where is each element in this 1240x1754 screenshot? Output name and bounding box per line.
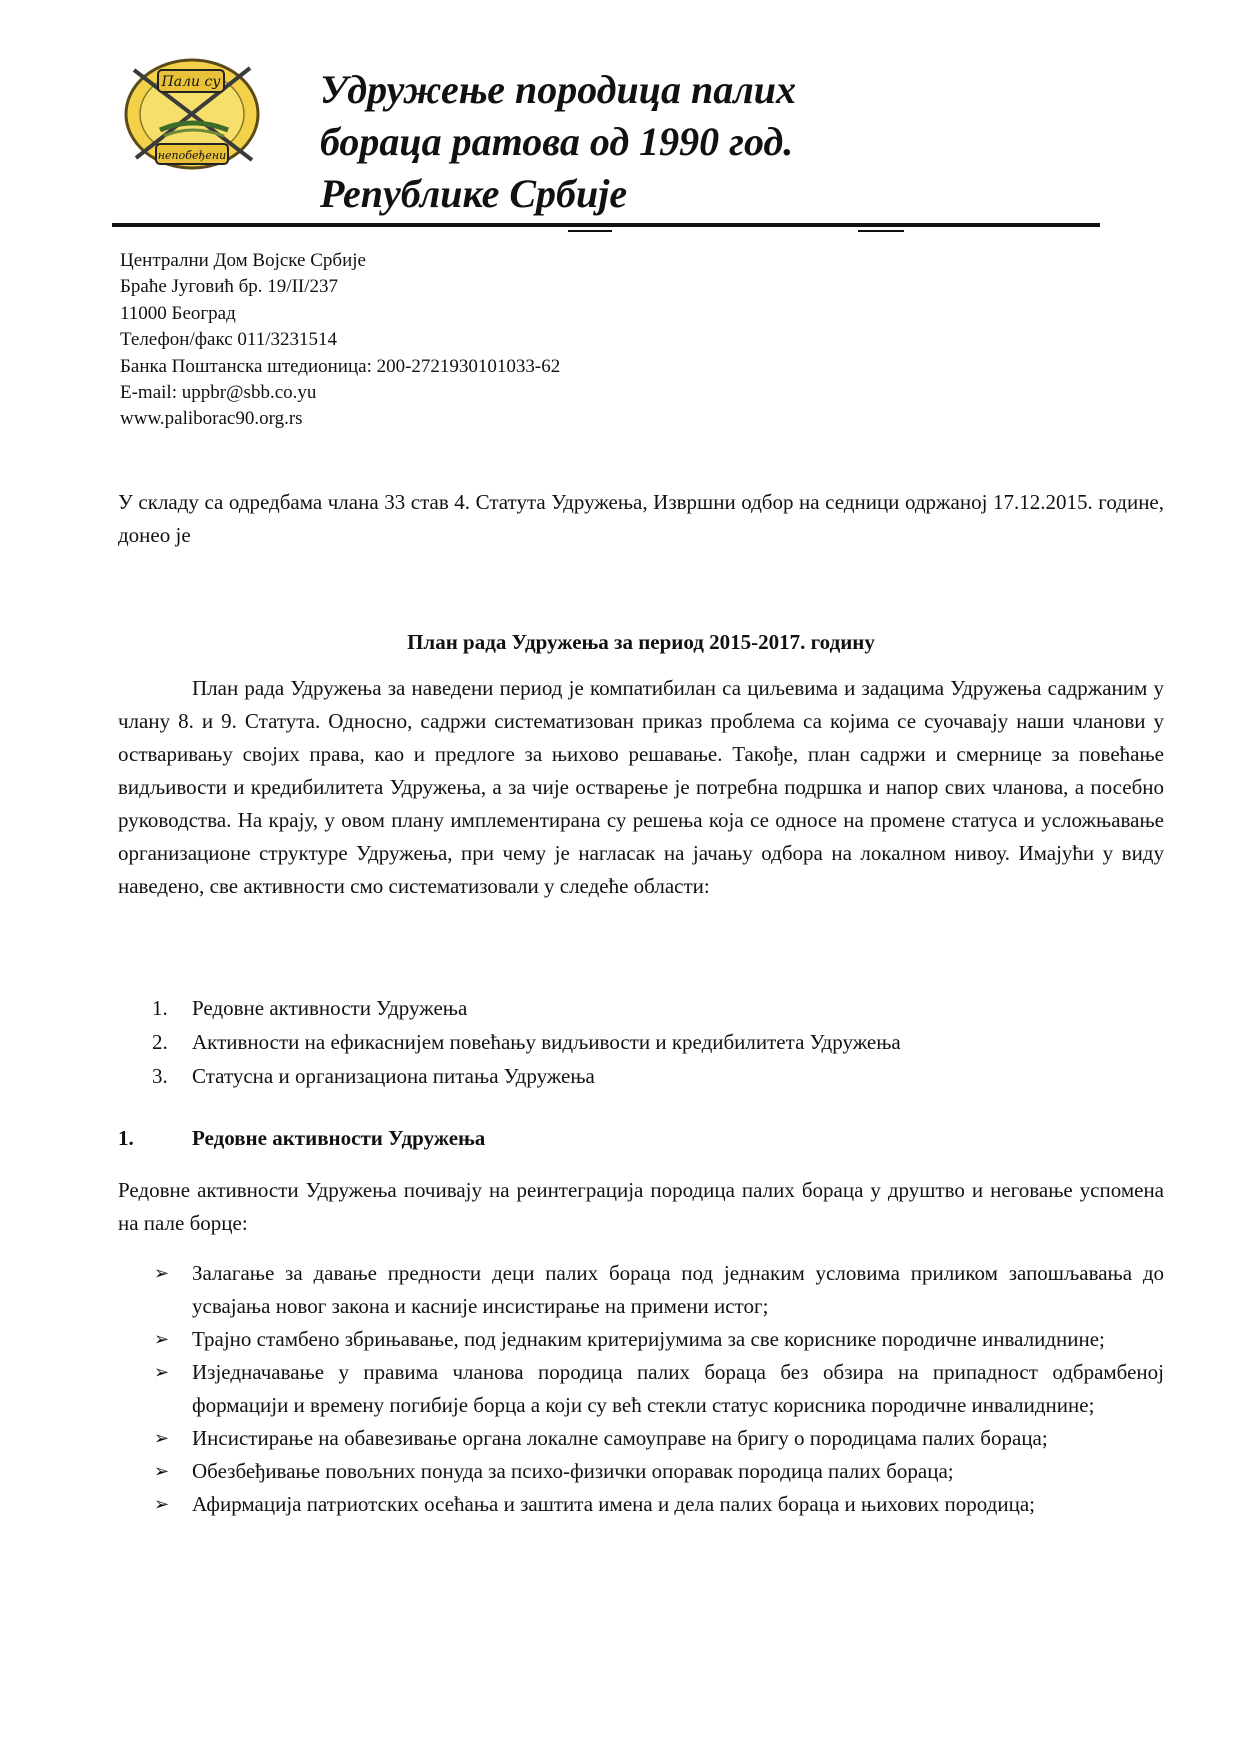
section-title: Редовне активности Удружења	[192, 1126, 486, 1150]
bullet-text: Изједначавање у правима чланова породица палих бораца без обзира на припадност одбрамбеној формацији и времену погибије борца а који су већ стекли статус корисника породичне инвалиднине;	[192, 1360, 1164, 1417]
bullet-item	[118, 1323, 1164, 1356]
bullet-text: Трајно стамбено збрињавање, под једнаким критеријумима за све кориснике породичне инвалиднине;	[192, 1327, 1105, 1351]
list-number: 1.	[152, 996, 168, 1020]
title-line-1: Удружење породица палих	[320, 67, 797, 112]
list-number: 2.	[152, 1030, 168, 1054]
contact-email: E-mail: uppbr@sbb.co.yu	[120, 382, 317, 404]
intro-paragraph: У складу са одредбама члана 33 став 4. Статута Удружења, Извршни одбор на седници одржаној 17.12.2015. године, донео је	[118, 490, 1164, 547]
contact-line: Банка Поштанска штедионица: 200-2721930101033-62	[120, 355, 561, 377]
body-paragraph: План рада Удружења за наведени период је компатибилан са циљевима и задацима Удружења садржаним у члану 8. и 9. Статута. Односно, садржи систематизован приказ проблема са којима се суочавају наши чланови у остваривању својих права, као и предлоге за њихово решавање. Такође, план садржи и смернице за повећање видљивости и кредибилитета Удружења, а за чије остварење је потребна подршка и напор свих чланова, а посебно руководства. На крају, у овом плану имплементирана су решења која се односе на промене статуса и усложњавање организационе структуре Удружења, при чему је нагласак на јачању одбора на локалном нивоу. Имајући у виду наведено, све активности смо систематизовали у следеће области:	[118, 676, 1164, 898]
arrow-bullet-icon: ➢	[154, 1329, 170, 1350]
bullet-text: Обезбеђивање повољних понуда за психо-физички опоравак породица палих бораца;	[192, 1459, 954, 1483]
section-heading	[118, 1123, 485, 1153]
bullet-item	[118, 1257, 1164, 1323]
list-item	[118, 1025, 901, 1059]
rule-accent	[568, 230, 612, 232]
bullet-list	[118, 1257, 1164, 1521]
arrow-bullet-icon: ➢	[154, 1494, 170, 1515]
arrow-bullet-icon: ➢	[154, 1362, 170, 1383]
logo-bottom-text: непобеђени	[157, 149, 227, 162]
bullet-text: Инсистирање на обавезивање органа локалне самоуправе на бригу о породицама палих бораца;	[192, 1426, 1048, 1450]
document-title: План рада Удружења за период 2015-2017. годину	[407, 630, 875, 654]
list-item	[118, 991, 901, 1025]
list-text: Редовне активности Удружења	[192, 996, 468, 1020]
contact-line: Телефон/факс 011/3231514	[120, 329, 337, 351]
title-line-2: бораца ратова од 1990 год.	[320, 119, 794, 164]
organization-title	[320, 64, 796, 220]
bullet-item	[118, 1422, 1164, 1455]
title-line-3: Републике Србије	[320, 171, 628, 216]
association-logo	[120, 52, 270, 172]
rule-accent	[858, 230, 904, 232]
contact-block	[120, 248, 560, 433]
bullet-text: Афирмација патриотских осећања и заштита имена и дела палих бораца и њихових породица;	[192, 1492, 1035, 1516]
areas-list	[118, 991, 901, 1093]
section-number: 1.	[118, 1126, 134, 1150]
bullet-text: Залагање за давање предности деци палих бораца под једнаким условима приликом запошљавања до усвајања новог закона и касније инсистирање на примени истог;	[192, 1261, 1164, 1318]
list-number: 3.	[152, 1064, 168, 1088]
section-intro-paragraph: Редовне активности Удружења почивају на реинтеграција породица палих бораца у друштво и неговање успомена на пале борце:	[118, 1178, 1164, 1235]
header-rule	[112, 223, 1100, 227]
contact-line: Браће Југовић бр. 19/II/237	[120, 276, 339, 298]
list-item	[118, 1059, 901, 1093]
contact-line: 11000 Београд	[120, 302, 236, 324]
bullet-item	[118, 1488, 1164, 1521]
contact-line: Централни Дом Војске Србије	[120, 250, 366, 271]
list-text: Статусна и организациона питања Удружења	[192, 1064, 595, 1088]
arrow-bullet-icon: ➢	[154, 1263, 170, 1284]
logo-top-text: Пали су	[161, 74, 221, 90]
bullet-item	[118, 1356, 1164, 1422]
bullet-item	[118, 1455, 1164, 1488]
arrow-bullet-icon: ➢	[154, 1428, 170, 1449]
list-text: Активности на ефикаснијем повећању видљивости и кредибилитета Удружења	[192, 1030, 901, 1054]
contact-website: www.paliborac90.org.rs	[120, 408, 303, 430]
arrow-bullet-icon: ➢	[154, 1461, 170, 1482]
